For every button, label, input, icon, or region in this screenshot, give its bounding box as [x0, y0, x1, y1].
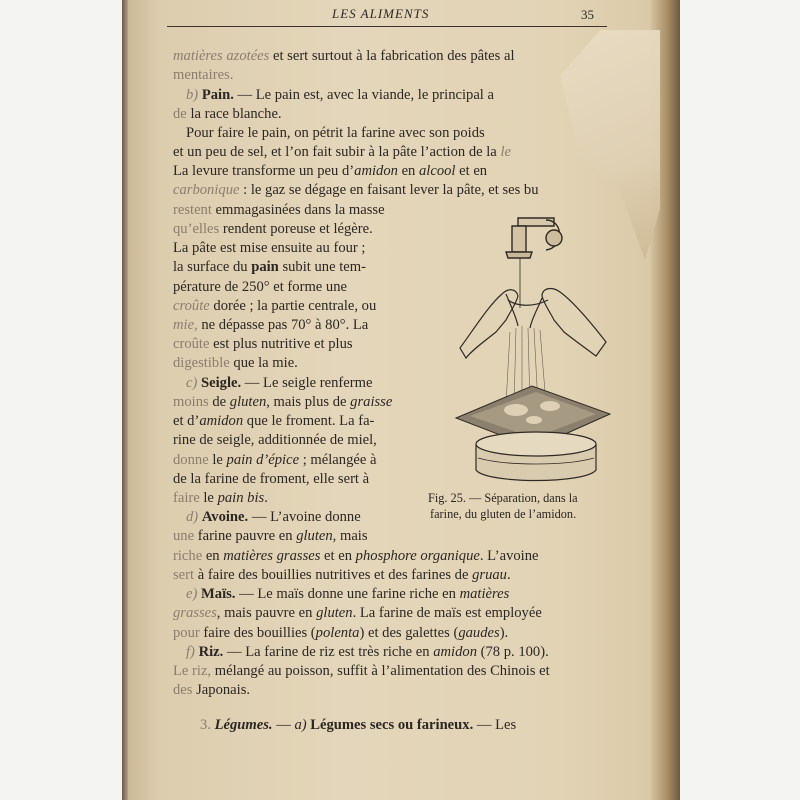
text-segment: gluten: [316, 605, 353, 621]
text-segment: faire des bouillies (: [199, 625, 316, 641]
text-line: [173, 662, 550, 680]
text-segment: pain d’épice: [226, 452, 300, 468]
text-line: [173, 105, 282, 123]
text-line: [186, 585, 509, 603]
text-segment: le: [199, 490, 218, 506]
text-line: [186, 86, 494, 104]
text-segment: Légumes secs ou farineux.: [310, 717, 474, 733]
text-segment: le: [500, 144, 511, 160]
text-segment: .: [506, 567, 511, 583]
text-segment: digestible: [173, 355, 230, 371]
text-segment: croûte: [173, 298, 210, 314]
text-segment: en: [397, 163, 419, 179]
text-line: [186, 374, 372, 392]
text-segment: e): [186, 586, 201, 602]
text-segment: ) et des galettes (: [359, 625, 459, 641]
text-segment: de: [173, 106, 191, 122]
text-line: [173, 470, 369, 488]
text-segment: une: [173, 528, 195, 544]
text-line: [173, 527, 368, 545]
text-segment: mélangé au poisson, suffit à l’alimentation des Chinois et: [211, 663, 550, 679]
text-segment: — L’avoine donne: [248, 509, 361, 525]
text-line: [173, 604, 542, 622]
text-segment: qu’elles: [173, 221, 220, 237]
text-segment: ne dépasse pas 70° à 80°. La: [197, 317, 369, 333]
text-segment: — Les: [473, 717, 517, 733]
text-segment: subit une tem-: [278, 259, 366, 275]
text-segment: rendent poreuse et légère.: [219, 221, 373, 237]
text-segment: . L’avoine: [479, 548, 539, 564]
text-segment: la surface du: [173, 259, 252, 275]
text-segment: Légumes.: [214, 717, 273, 733]
text-segment: que la mie.: [229, 355, 298, 371]
text-segment: mie,: [173, 317, 198, 333]
text-segment: — La farine de riz est très riche en: [223, 644, 434, 660]
text-line: [173, 451, 376, 469]
text-segment: f): [186, 644, 199, 660]
text-segment: a): [294, 717, 311, 733]
text-line: [173, 66, 233, 84]
text-segment: emmagasinées dans la masse: [211, 202, 385, 218]
text-segment: riche: [173, 548, 203, 564]
text-segment: et en: [320, 548, 356, 564]
figure-caption-line-2: farine, du gluten de l’amidon.: [430, 507, 577, 521]
text-segment: la race blanche.: [190, 106, 282, 122]
text-segment: (78 p. 100).: [476, 644, 549, 660]
text-segment: pérature de 250° et forme une: [173, 279, 347, 295]
text-segment: et sert surtout à la fabrication des pâtes al: [269, 48, 515, 64]
text-segment: alcool: [419, 163, 456, 179]
text-segment: le: [208, 452, 227, 468]
text-segment: des: [173, 682, 193, 698]
text-segment: que le froment. La fa-: [243, 413, 375, 429]
text-segment: Maïs.: [201, 586, 236, 602]
text-line: [186, 508, 361, 526]
text-segment: matières grasses: [223, 548, 321, 564]
text-line: [173, 412, 374, 430]
text-segment: — Le maïs donne une farine riche en: [235, 586, 460, 602]
text-segment: La pâte est mise ensuite au four ;: [173, 240, 366, 256]
text-segment: — Le seigle renferme: [241, 375, 373, 391]
text-segment: mentaires.: [173, 67, 234, 83]
text-segment: en: [202, 548, 224, 564]
text-line: [186, 643, 549, 661]
text-segment: Seigle.: [201, 375, 242, 391]
text-segment: de: [208, 394, 230, 410]
text-segment: : le gaz se dégage en faisant lever la pâte, et ses bu: [239, 182, 539, 198]
text-segment: .: [264, 490, 268, 506]
text-segment: gluten: [229, 394, 267, 410]
text-segment: b): [186, 87, 202, 103]
text-line: [186, 124, 485, 142]
text-line: [173, 431, 377, 449]
text-line: [173, 278, 347, 296]
text-segment: gluten: [296, 528, 333, 544]
text-segment: croûte: [173, 336, 210, 352]
text-line: [173, 162, 487, 180]
text-segment: pour: [173, 625, 200, 641]
text-segment: Pour faire le pain, on pétrit la farine avec son poids: [186, 125, 485, 141]
text-line: [173, 143, 511, 161]
text-segment: — Le pain est, avec la viande, le principal a: [233, 87, 494, 103]
text-segment: farine pauvre en: [194, 528, 297, 544]
text-line: [200, 716, 516, 734]
text-segment: restent: [173, 202, 212, 218]
text-segment: amidon: [354, 163, 398, 179]
text-segment: , mais plus de: [266, 394, 351, 410]
text-segment: dorée ; la partie centrale, ou: [209, 298, 377, 314]
text-segment: moins: [173, 394, 209, 410]
text-line: [173, 258, 366, 276]
text-line: [173, 624, 508, 642]
text-segment: c): [186, 375, 201, 391]
text-segment: et en: [455, 163, 488, 179]
text-segment: gruau: [472, 567, 507, 583]
text-segment: Avoine.: [201, 509, 249, 525]
text-line: [173, 393, 392, 411]
text-segment: sert: [173, 567, 195, 583]
text-segment: , mais: [332, 528, 368, 544]
text-line: [173, 316, 368, 334]
text-line: [173, 47, 515, 65]
text-segment: de la farine de froment, elle sert à: [173, 471, 370, 487]
hands-kneading-icon: [460, 289, 606, 358]
text-segment: Riz.: [198, 644, 224, 660]
text-segment: est plus nutritive et plus: [209, 336, 353, 352]
text-line: [173, 220, 373, 238]
bowl-icon: [476, 432, 596, 481]
header-rule: [167, 26, 607, 27]
text-segment: Pain.: [201, 87, 234, 103]
text-segment: pain: [251, 259, 279, 275]
text-segment: d): [186, 509, 202, 525]
text-segment: et un peu de sel, et l’on fait subir à la pâte l’action de la: [173, 144, 501, 160]
text-segment: pain bis: [217, 490, 265, 506]
text-segment: faire: [173, 490, 200, 506]
text-line: [173, 201, 385, 219]
text-line: [173, 681, 250, 699]
text-line: [173, 566, 511, 584]
text-segment: , mais pauvre en: [216, 605, 317, 621]
text-segment: gaudes: [458, 625, 500, 641]
text-segment: amidon: [433, 644, 477, 660]
text-segment: La levure transforme un peu d’: [173, 163, 355, 179]
text-segment: phosphore organique: [355, 548, 480, 564]
text-line: [173, 181, 539, 199]
text-line: [173, 335, 353, 353]
text-segment: carbonique: [173, 182, 240, 198]
text-segment: matières: [459, 586, 510, 602]
figure-caption-line-1: Fig. 25. — Séparation, dans la: [428, 491, 578, 505]
text-segment: Japonais.: [192, 682, 251, 698]
text-line: [173, 297, 376, 315]
text-segment: ).: [499, 625, 509, 641]
text-segment: —: [272, 717, 295, 733]
text-segment: amidon: [199, 413, 244, 429]
text-segment: graisse: [350, 394, 393, 410]
text-line: [173, 489, 268, 507]
text-segment: et d’: [173, 413, 200, 429]
text-segment: à faire des bouillies nutritives et des farines de: [194, 567, 473, 583]
text-segment: ; mélangée à: [299, 452, 377, 468]
text-segment: Le riz,: [173, 663, 212, 679]
text-segment: matières azotées: [173, 48, 270, 64]
text-segment: donne: [173, 452, 209, 468]
text-line: [173, 547, 539, 565]
running-header-title: LES ALIMENTS: [332, 6, 430, 21]
text-segment: 3.: [200, 717, 215, 733]
text-line: [173, 354, 298, 372]
figure-gluten-separation-illustration: [446, 208, 616, 488]
text-segment: polenta: [315, 625, 360, 641]
text-segment: rine de seigle, additionnée de miel,: [173, 432, 377, 448]
text-line: [173, 239, 366, 257]
text-segment: . La farine de maïs est employée: [352, 605, 542, 621]
figure-caption: [428, 490, 578, 522]
text-segment: grasses: [173, 605, 217, 621]
page-number: 35: [581, 7, 594, 22]
